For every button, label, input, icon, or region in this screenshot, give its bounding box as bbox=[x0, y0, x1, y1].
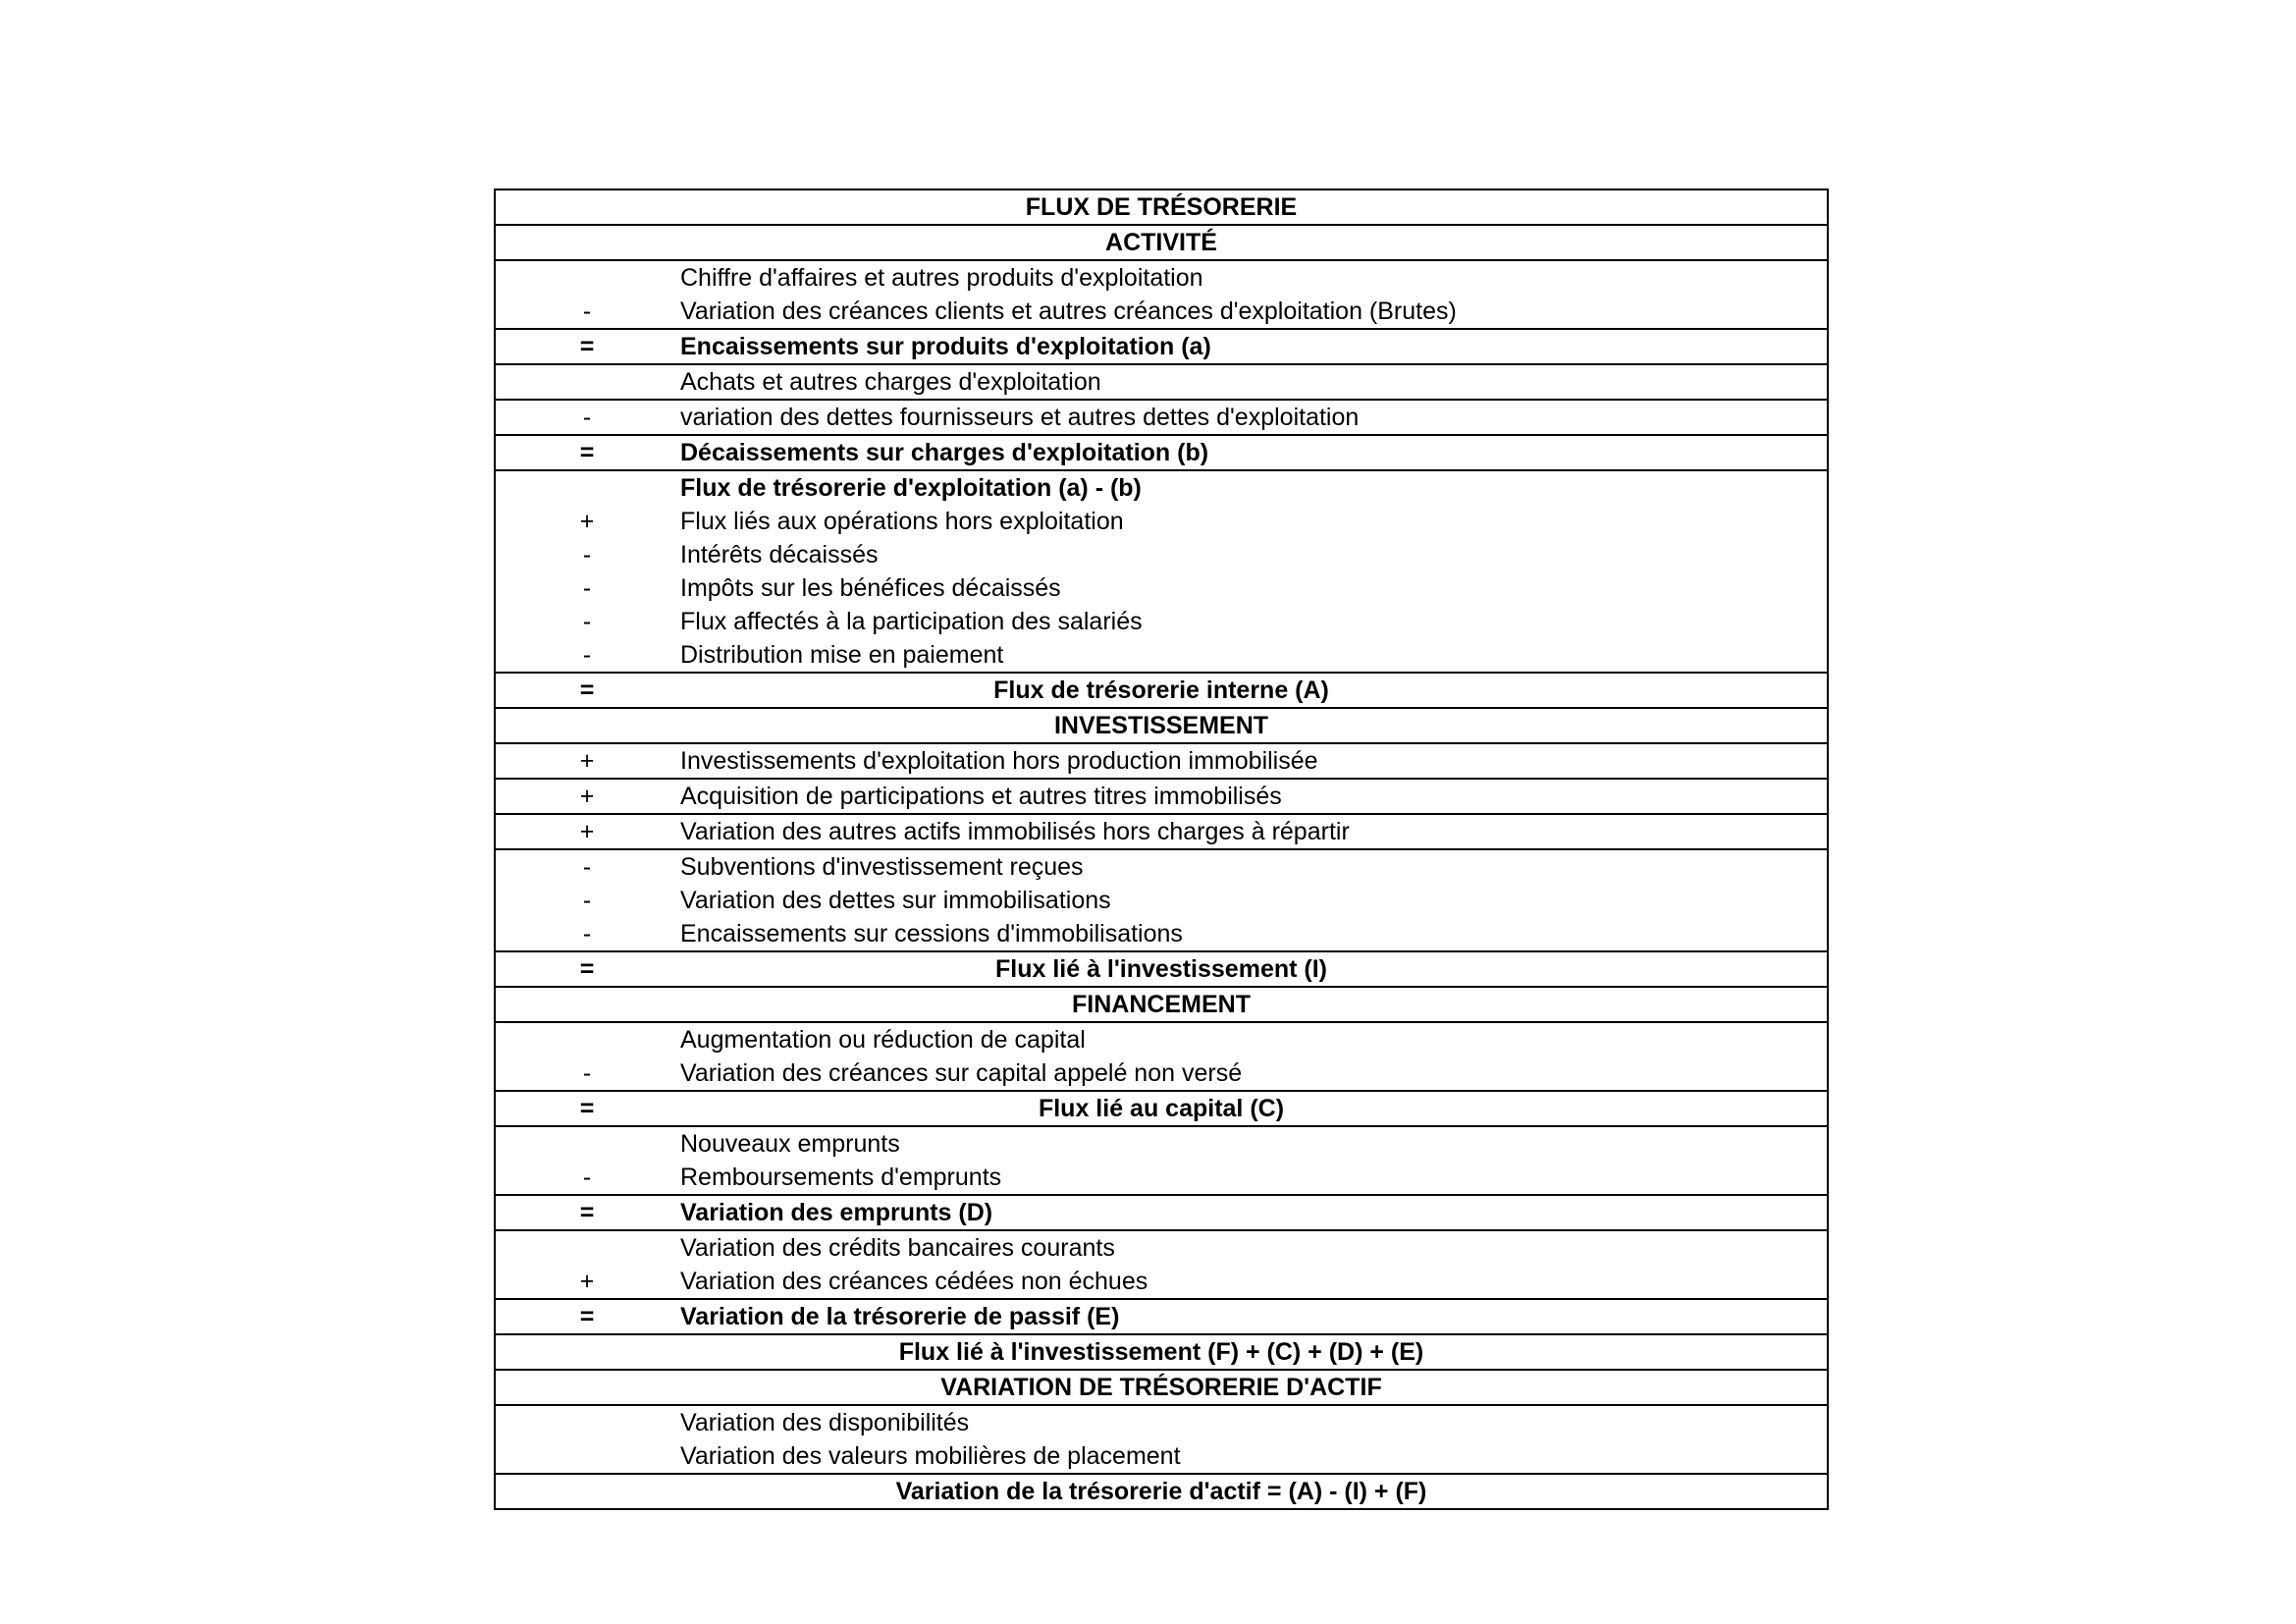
table-row bbox=[496, 815, 1827, 848]
row-label: Remboursements d'emprunts bbox=[680, 1164, 1002, 1191]
table-block bbox=[494, 813, 1829, 850]
operator-sign: - bbox=[582, 404, 592, 431]
subtotal-row bbox=[496, 471, 1827, 505]
table-block bbox=[494, 1090, 1829, 1127]
table-block bbox=[494, 399, 1829, 436]
table-row bbox=[496, 917, 1827, 950]
table-block bbox=[494, 1333, 1829, 1371]
operator-sign: - bbox=[582, 920, 592, 947]
section-heading: VARIATION DE TRÉSORERIE D'ACTIF bbox=[940, 1374, 1382, 1401]
table-block bbox=[494, 434, 1829, 471]
table-row bbox=[496, 261, 1827, 295]
table-row bbox=[496, 505, 1827, 538]
operator-sign: - bbox=[582, 608, 592, 635]
operator-sign: - bbox=[582, 541, 592, 568]
table-row bbox=[496, 1023, 1827, 1056]
row-label: Acquisition de participations et autres titres immobilisés bbox=[680, 783, 1282, 810]
subtotal-row bbox=[496, 1300, 1827, 1333]
operator-sign: = bbox=[579, 333, 595, 360]
row-label: variation des dettes fournisseurs et autres dettes d'exploitation bbox=[680, 404, 1360, 431]
subtotal-row bbox=[496, 952, 1827, 986]
operator-sign: - bbox=[582, 1164, 592, 1191]
table-row bbox=[496, 780, 1827, 813]
cash-flow-table bbox=[494, 189, 1829, 1510]
operator-sign: - bbox=[582, 574, 592, 602]
table-row bbox=[496, 1439, 1827, 1473]
table-block bbox=[494, 224, 1829, 261]
section-heading: FINANCEMENT bbox=[1072, 991, 1251, 1018]
row-label: Flux de trésorerie interne (A) bbox=[993, 677, 1329, 704]
row-label: Variation des créances clients et autres créances d'exploitation (Brutes) bbox=[680, 298, 1457, 325]
row-label: Flux de trésorerie d'exploitation (a) - (b) bbox=[680, 474, 1142, 502]
row-label: Subventions d'investissement reçues bbox=[680, 853, 1084, 881]
row-label: Chiffre d'affaires et autres produits d'exploitation bbox=[680, 264, 1203, 292]
table-row bbox=[496, 1406, 1827, 1439]
table-row bbox=[496, 1127, 1827, 1161]
table-row bbox=[496, 1265, 1827, 1298]
row-label: Flux liés aux opérations hors exploitation bbox=[680, 508, 1124, 535]
table-block bbox=[494, 1194, 1829, 1231]
row-label: Décaissements sur charges d'exploitation (b) bbox=[680, 439, 1209, 466]
row-label: Variation de la trésorerie de passif (E) bbox=[680, 1303, 1120, 1330]
row-label: Nouveaux emprunts bbox=[680, 1130, 900, 1158]
table-block bbox=[494, 1021, 1829, 1092]
operator-sign: + bbox=[579, 508, 595, 535]
row-label: Distribution mise en paiement bbox=[680, 641, 1004, 669]
table-row bbox=[496, 401, 1827, 434]
table-block bbox=[494, 363, 1829, 401]
row-label: Investissements d'exploitation hors production immobilisée bbox=[680, 747, 1318, 775]
table-block bbox=[494, 672, 1829, 709]
subtotal-row bbox=[496, 674, 1827, 707]
table-row bbox=[496, 744, 1827, 778]
table-row bbox=[496, 538, 1827, 571]
table-row bbox=[496, 1056, 1827, 1090]
table-block bbox=[494, 950, 1829, 988]
row-label: Flux lié au capital (C) bbox=[1038, 1095, 1285, 1122]
table-row bbox=[496, 1161, 1827, 1194]
row-label: Intérêts décaissés bbox=[680, 541, 879, 568]
table-block bbox=[494, 1229, 1829, 1300]
table-block bbox=[494, 1298, 1829, 1335]
table-block bbox=[494, 328, 1829, 365]
table-block bbox=[494, 848, 1829, 952]
table-block bbox=[494, 707, 1829, 744]
operator-sign: = bbox=[579, 1303, 595, 1330]
table-block bbox=[494, 1404, 1829, 1475]
row-label: Flux affectés à la participation des salariés bbox=[680, 608, 1143, 635]
table-block bbox=[494, 986, 1829, 1023]
table-block bbox=[494, 259, 1829, 330]
operator-sign: - bbox=[582, 887, 592, 914]
section-heading: ACTIVITÉ bbox=[1105, 229, 1217, 256]
table-row bbox=[496, 638, 1827, 672]
row-label: Variation des créances sur capital appelé non versé bbox=[680, 1059, 1243, 1087]
operator-sign: + bbox=[579, 783, 595, 810]
operator-sign: - bbox=[582, 853, 592, 881]
row-label: Variation des crédits bancaires courants bbox=[680, 1234, 1115, 1262]
operator-sign: = bbox=[579, 677, 595, 704]
table-block bbox=[494, 1473, 1829, 1510]
table-row bbox=[496, 605, 1827, 638]
section-heading: Flux lié à l'investissement (F) + (C) + (D) + (E) bbox=[898, 1338, 1424, 1366]
operator-sign: + bbox=[579, 747, 595, 775]
table-block bbox=[494, 469, 1829, 674]
row-label: Variation des emprunts (D) bbox=[680, 1199, 993, 1226]
subtotal-row bbox=[496, 1092, 1827, 1125]
subtotal-row bbox=[496, 436, 1827, 469]
subtotal-row bbox=[496, 330, 1827, 363]
row-label: Impôts sur les bénéfices décaissés bbox=[680, 574, 1061, 602]
table-row bbox=[496, 1231, 1827, 1265]
operator-sign: - bbox=[582, 641, 592, 669]
row-label: Variation des créances cédées non échues bbox=[680, 1268, 1148, 1295]
row-label: Flux lié à l'investissement (I) bbox=[994, 955, 1327, 983]
table-block bbox=[494, 742, 1829, 780]
table-row bbox=[496, 571, 1827, 605]
row-label: Variation des disponibilités bbox=[680, 1409, 970, 1436]
operator-sign: = bbox=[579, 1095, 595, 1122]
table-block bbox=[494, 1125, 1829, 1196]
operator-sign: + bbox=[579, 1268, 595, 1295]
operator-sign: = bbox=[579, 439, 595, 466]
subtotal-row bbox=[496, 1196, 1827, 1229]
operator-sign: - bbox=[582, 298, 592, 325]
operator-sign: + bbox=[579, 818, 595, 845]
table-block bbox=[494, 1369, 1829, 1406]
row-label: Variation des valeurs mobilières de placement bbox=[680, 1442, 1181, 1470]
row-label: Variation des dettes sur immobilisations bbox=[680, 887, 1111, 914]
operator-sign: = bbox=[579, 1199, 595, 1226]
table-row bbox=[496, 295, 1827, 328]
table-row bbox=[496, 365, 1827, 399]
row-label: Encaissements sur produits d'exploitation (a) bbox=[680, 333, 1211, 360]
row-label: Augmentation ou réduction de capital bbox=[680, 1026, 1086, 1054]
table-block bbox=[494, 778, 1829, 815]
section-heading: FLUX DE TRÉSORERIE bbox=[1025, 193, 1298, 221]
operator-sign: - bbox=[582, 1059, 592, 1087]
section-heading: INVESTISSEMENT bbox=[1053, 712, 1269, 739]
table-row bbox=[496, 850, 1827, 884]
row-label: Achats et autres charges d'exploitation bbox=[680, 368, 1101, 396]
section-heading: Variation de la trésorerie d'actif = (A) - (I) + (F) bbox=[895, 1478, 1427, 1505]
row-label: Variation des autres actifs immobilisés hors charges à répartir bbox=[680, 818, 1350, 845]
row-label: Encaissements sur cessions d'immobilisations bbox=[680, 920, 1183, 947]
table-block bbox=[494, 189, 1829, 226]
operator-sign: = bbox=[579, 955, 595, 983]
table-row bbox=[496, 884, 1827, 917]
